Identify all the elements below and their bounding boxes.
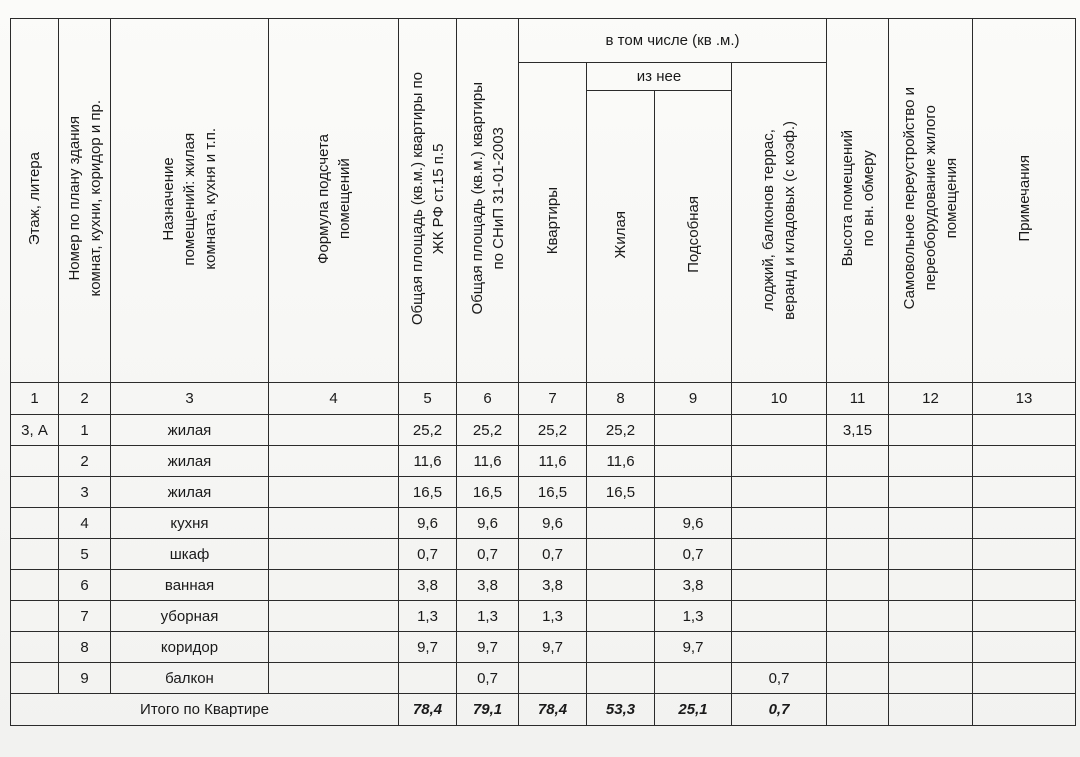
- cell-living: [587, 570, 655, 601]
- cell-apartment: 11,6: [519, 446, 587, 477]
- cell-area-snip: 0,7: [457, 663, 519, 694]
- cell-formula: [269, 415, 399, 446]
- header-floor-letter: Этаж, литера: [11, 19, 59, 383]
- cell-height: [827, 446, 889, 477]
- table-row: [11, 477, 1076, 508]
- header-apartment: Квартиры: [519, 63, 587, 383]
- total-auxiliary: 25,1: [655, 694, 732, 726]
- cell-area-zhk: 0,7: [399, 539, 457, 570]
- cell-rebuild: [889, 446, 973, 477]
- cell-auxiliary: 1,3: [655, 601, 732, 632]
- table-row: [11, 601, 1076, 632]
- cell-floor: [11, 632, 59, 663]
- explication-table: [10, 18, 1076, 726]
- cell-living: [587, 539, 655, 570]
- cell-room-purpose: жилая: [111, 415, 269, 446]
- cell-height: [827, 477, 889, 508]
- cell-living: [587, 508, 655, 539]
- cell-floor: [11, 570, 59, 601]
- cell-balcony: [732, 570, 827, 601]
- cell-notes: [973, 601, 1076, 632]
- cell-formula: [269, 539, 399, 570]
- cell-living: [587, 632, 655, 663]
- cell-balcony: [732, 539, 827, 570]
- cell-notes: [973, 632, 1076, 663]
- cell-area-zhk: 9,6: [399, 508, 457, 539]
- cell-rebuild: [889, 663, 973, 694]
- column-number: 10: [732, 383, 827, 415]
- cell-area-snip: 0,7: [457, 539, 519, 570]
- cell-living: 11,6: [587, 446, 655, 477]
- total-label: Итого по Квартире: [11, 694, 399, 726]
- cell-room-number: 1: [59, 415, 111, 446]
- total-row: [11, 694, 1076, 726]
- cell-area-zhk: 3,8: [399, 570, 457, 601]
- cell-area-zhk: 1,3: [399, 601, 457, 632]
- cell-area-snip: 9,7: [457, 632, 519, 663]
- column-number: 1: [11, 383, 59, 415]
- cell-balcony: [732, 601, 827, 632]
- cell-formula: [269, 663, 399, 694]
- table-row: [11, 539, 1076, 570]
- cell-notes: [973, 508, 1076, 539]
- total-height: [827, 694, 889, 726]
- cell-floor: [11, 477, 59, 508]
- total-apartment: 78,4: [519, 694, 587, 726]
- cell-auxiliary: [655, 477, 732, 508]
- cell-living: 25,2: [587, 415, 655, 446]
- cell-balcony: [732, 446, 827, 477]
- cell-auxiliary: [655, 415, 732, 446]
- cell-area-snip: 1,3: [457, 601, 519, 632]
- cell-area-zhk: [399, 663, 457, 694]
- cell-area-zhk: 16,5: [399, 477, 457, 508]
- cell-rebuild: [889, 508, 973, 539]
- cell-floor: 3, А: [11, 415, 59, 446]
- cell-formula: [269, 601, 399, 632]
- cell-height: [827, 663, 889, 694]
- cell-formula: [269, 632, 399, 663]
- total-area-zhk: 78,4: [399, 694, 457, 726]
- cell-height: [827, 539, 889, 570]
- header-living: Жилая: [587, 91, 655, 383]
- cell-room-purpose: балкон: [111, 663, 269, 694]
- cell-apartment: 16,5: [519, 477, 587, 508]
- cell-notes: [973, 477, 1076, 508]
- cell-height: [827, 601, 889, 632]
- cell-room-number: 2: [59, 446, 111, 477]
- cell-notes: [973, 415, 1076, 446]
- column-number: 8: [587, 383, 655, 415]
- table-row: [11, 415, 1076, 446]
- column-number: 9: [655, 383, 732, 415]
- cell-room-purpose: ванная: [111, 570, 269, 601]
- cell-notes: [973, 539, 1076, 570]
- cell-area-zhk: 11,6: [399, 446, 457, 477]
- cell-room-purpose: жилая: [111, 446, 269, 477]
- header-balconies: лоджий, балконов террас, веранд и кладовых (с коэф.): [732, 63, 827, 383]
- column-number: 4: [269, 383, 399, 415]
- table-row: [11, 508, 1076, 539]
- cell-room-number: 6: [59, 570, 111, 601]
- cell-rebuild: [889, 415, 973, 446]
- cell-room-number: 9: [59, 663, 111, 694]
- cell-area-snip: 11,6: [457, 446, 519, 477]
- cell-area-zhk: 9,7: [399, 632, 457, 663]
- cell-auxiliary: [655, 446, 732, 477]
- cell-area-zhk: 25,2: [399, 415, 457, 446]
- cell-formula: [269, 508, 399, 539]
- cell-room-purpose: жилая: [111, 477, 269, 508]
- header-formula: Формула подсчета помещений: [269, 19, 399, 383]
- header-total-area-zhk: Общая площадь (кв.м.) квартиры по ЖК РФ ст.15 п.5: [399, 19, 457, 383]
- cell-apartment: [519, 663, 587, 694]
- header-room-purpose: Назначение помещений: жилая комната, кухня и т.п.: [111, 19, 269, 383]
- header-notes: Примечания: [973, 19, 1076, 383]
- cell-auxiliary: 3,8: [655, 570, 732, 601]
- cell-auxiliary: 9,7: [655, 632, 732, 663]
- header-unauthorized-rebuild: Самовольное переустройство и переоборудование жилого помещения: [889, 19, 973, 383]
- table-row: [11, 446, 1076, 477]
- cell-room-number: 7: [59, 601, 111, 632]
- total-balcony: 0,7: [732, 694, 827, 726]
- cell-area-snip: 16,5: [457, 477, 519, 508]
- cell-area-snip: 3,8: [457, 570, 519, 601]
- column-number: 6: [457, 383, 519, 415]
- cell-formula: [269, 477, 399, 508]
- column-number: 12: [889, 383, 973, 415]
- column-number: 5: [399, 383, 457, 415]
- cell-rebuild: [889, 632, 973, 663]
- cell-area-snip: 9,6: [457, 508, 519, 539]
- cell-room-purpose: кухня: [111, 508, 269, 539]
- cell-balcony: [732, 477, 827, 508]
- cell-apartment: 9,6: [519, 508, 587, 539]
- cell-height: [827, 570, 889, 601]
- cell-height: [827, 508, 889, 539]
- cell-rebuild: [889, 539, 973, 570]
- cell-notes: [973, 570, 1076, 601]
- cell-room-number: 5: [59, 539, 111, 570]
- cell-room-purpose: уборная: [111, 601, 269, 632]
- table-row: [11, 570, 1076, 601]
- cell-living: [587, 601, 655, 632]
- cell-living: 16,5: [587, 477, 655, 508]
- cell-room-number: 3: [59, 477, 111, 508]
- cell-room-purpose: шкаф: [111, 539, 269, 570]
- cell-floor: [11, 446, 59, 477]
- header-group-including: в том числе (кв .м.): [519, 19, 827, 63]
- header-auxiliary: Подсобная: [655, 91, 732, 383]
- cell-apartment: 25,2: [519, 415, 587, 446]
- total-living: 53,3: [587, 694, 655, 726]
- cell-notes: [973, 663, 1076, 694]
- cell-apartment: 0,7: [519, 539, 587, 570]
- column-number: 3: [111, 383, 269, 415]
- cell-height: 3,15: [827, 415, 889, 446]
- column-number: 11: [827, 383, 889, 415]
- cell-rebuild: [889, 570, 973, 601]
- header-subgroup-of-it: из нее: [587, 63, 732, 91]
- header-ceiling-height: Высота помещений по вн. обмеру: [827, 19, 889, 383]
- cell-floor: [11, 663, 59, 694]
- total-notes: [973, 694, 1076, 726]
- cell-auxiliary: [655, 663, 732, 694]
- cell-floor: [11, 539, 59, 570]
- cell-balcony: [732, 632, 827, 663]
- cell-rebuild: [889, 477, 973, 508]
- cell-apartment: 3,8: [519, 570, 587, 601]
- cell-formula: [269, 570, 399, 601]
- column-number-row: [11, 383, 1076, 415]
- column-number: 7: [519, 383, 587, 415]
- cell-room-number: 8: [59, 632, 111, 663]
- header-total-area-snip: Общая площадь (кв.м.) квартиры по СНиП 31-01-2003: [457, 19, 519, 383]
- cell-formula: [269, 446, 399, 477]
- cell-apartment: 9,7: [519, 632, 587, 663]
- cell-room-purpose: коридор: [111, 632, 269, 663]
- column-number: 13: [973, 383, 1076, 415]
- cell-notes: [973, 446, 1076, 477]
- cell-area-snip: 25,2: [457, 415, 519, 446]
- cell-apartment: 1,3: [519, 601, 587, 632]
- total-rebuild: [889, 694, 973, 726]
- cell-living: [587, 663, 655, 694]
- cell-height: [827, 632, 889, 663]
- cell-auxiliary: 0,7: [655, 539, 732, 570]
- cell-balcony: [732, 415, 827, 446]
- table-row: [11, 663, 1076, 694]
- cell-balcony: [732, 508, 827, 539]
- total-area-snip: 79,1: [457, 694, 519, 726]
- cell-room-number: 4: [59, 508, 111, 539]
- cell-floor: [11, 508, 59, 539]
- table-row: [11, 632, 1076, 663]
- column-number: 2: [59, 383, 111, 415]
- header-room-number: Номер по плану здания комнат, кухни, коридор и пр.: [59, 19, 111, 383]
- cell-balcony: 0,7: [732, 663, 827, 694]
- cell-rebuild: [889, 601, 973, 632]
- cell-floor: [11, 601, 59, 632]
- cell-auxiliary: 9,6: [655, 508, 732, 539]
